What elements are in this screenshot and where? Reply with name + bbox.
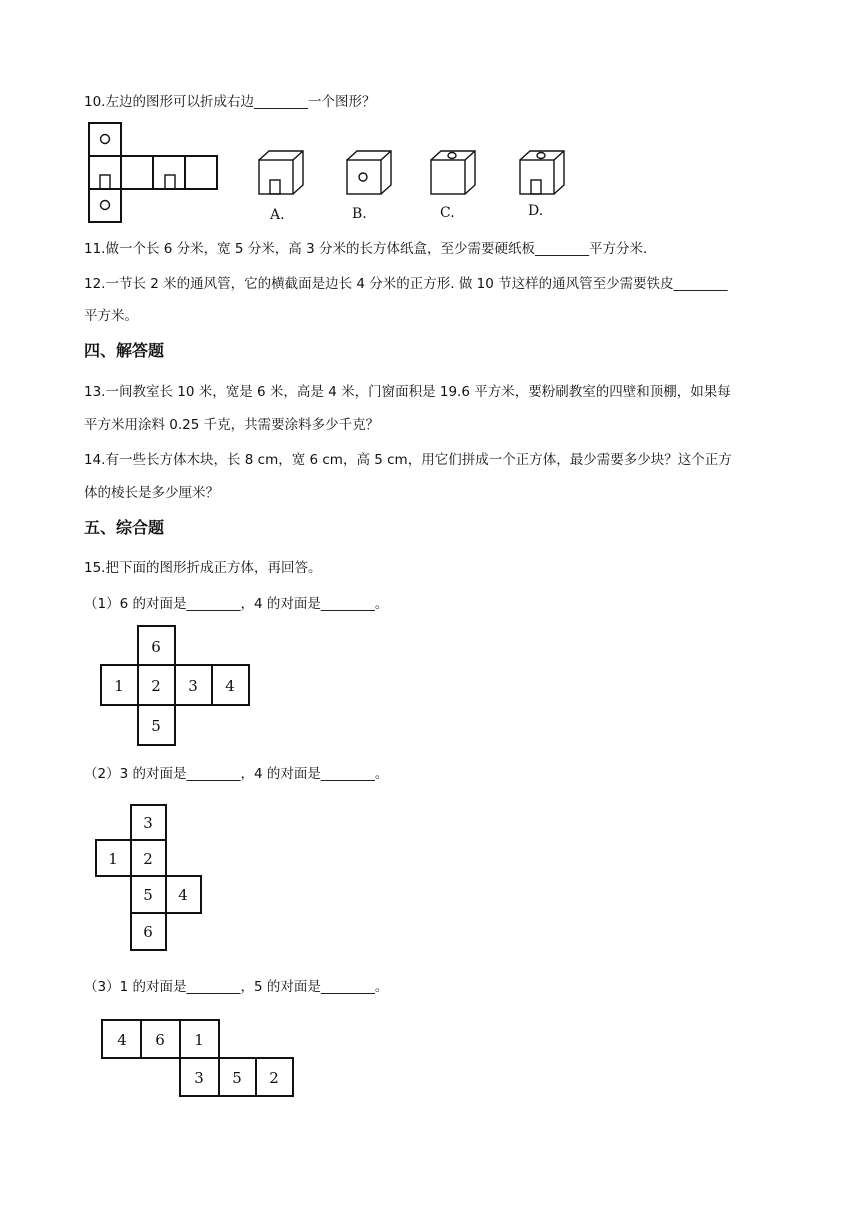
q15-sub2: （2）3 的对面是________，4 的对面是________。: [84, 766, 389, 782]
net3-face-1: 1: [194, 1031, 204, 1049]
net3-face-5: 5: [232, 1069, 242, 1087]
q13-line1: 13.一间教室长 10 米，宽是 6 米，高是 4 米，门窗面积是 19.6 平方米，要粉刷教室的四壁和顶棚，如果每: [84, 384, 731, 400]
q10-option-c-label: C.: [440, 205, 455, 221]
net2-face-3: 3: [143, 814, 153, 832]
net3-face-6: 6: [155, 1031, 165, 1049]
q15-intro: 15.把下面的图形折成正方体，再回答。: [84, 560, 322, 576]
q13-line2: 平方米用涂料 0.25 千克，共需要涂料多少千克？: [84, 417, 380, 433]
q12-line1: 12.一节长 2 米的通风管，它的横截面是边长 4 分米的正方形. 做 10 节这样的通风管至少需要铁皮________: [84, 276, 728, 292]
cube-net-1: [100, 625, 252, 747]
q12-line2: 平方米。: [84, 308, 138, 324]
net1-face-6: 6: [151, 638, 161, 656]
net3-face-2: 2: [269, 1069, 279, 1087]
net1-face-1: 1: [114, 677, 124, 695]
cube-net-3: [101, 1019, 297, 1099]
net2-face-5: 5: [143, 886, 153, 904]
net1-face-4: 4: [225, 677, 235, 695]
cube-net-2: [95, 804, 205, 952]
q10-option-b-label: B.: [352, 206, 367, 222]
net2-face-4: 4: [178, 886, 188, 904]
net1-face-2: 2: [151, 677, 161, 695]
net1-face-5: 5: [151, 717, 161, 735]
net2-face-6: 6: [143, 923, 153, 941]
q14-line1: 14.有一些长方体木块，长 8 cm，宽 6 cm，高 5 cm，用它们拼成一个正方体，最少需要多少块？这个正方: [84, 452, 732, 468]
q15-sub1: （1）6 的对面是________，4 的对面是________。: [84, 596, 389, 612]
section-heading-4: 四、解答题: [84, 341, 165, 360]
q10-option-labels: [0, 0, 860, 230]
net3-face-4: 4: [117, 1031, 127, 1049]
q10-text: 10.左边的图形可以折成右边________一个图形？: [84, 94, 376, 110]
net2-face-1: 1: [108, 850, 118, 868]
net1-face-3: 3: [188, 677, 198, 695]
q10-option-a-label: A.: [270, 207, 285, 223]
q15-sub3: （3）1 的对面是________，5 的对面是________。: [84, 979, 389, 995]
net2-face-2: 2: [143, 850, 153, 868]
q11-text: 11.做一个长 6 分米，宽 5 分米，高 3 分米的长方体纸盒，至少需要硬纸板________平方分米.: [84, 241, 648, 257]
q10-option-d-label: D.: [528, 203, 544, 219]
net3-face-3: 3: [194, 1069, 204, 1087]
section-heading-5: 五、综合题: [84, 518, 165, 537]
q14-line2: 体的棱长是多少厘米？: [84, 485, 219, 501]
